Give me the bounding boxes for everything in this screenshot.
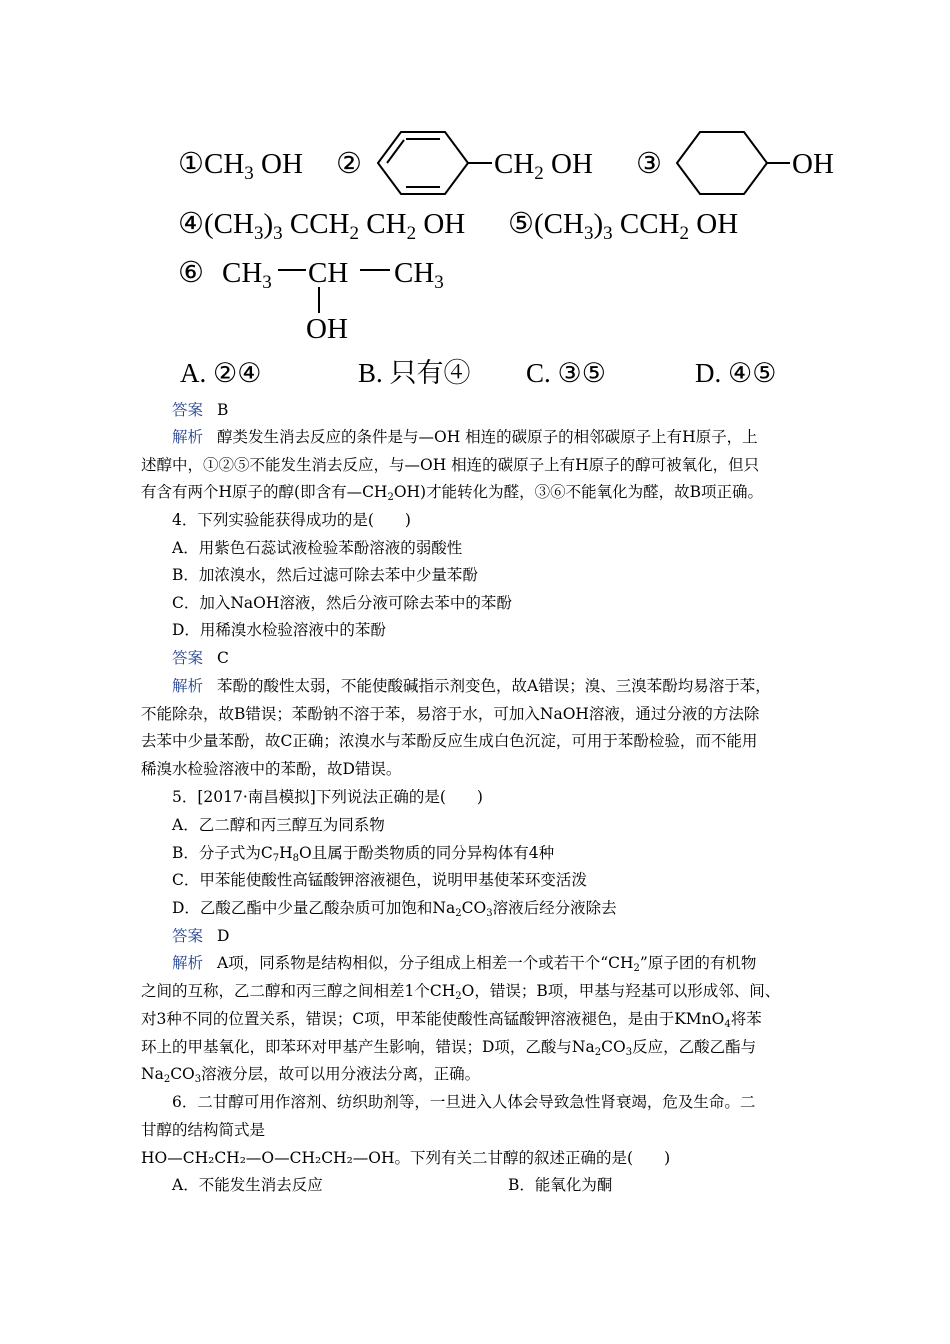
q4-option-d: D．用稀溴水检验溶液中的苯酚 — [172, 621, 386, 639]
q4-stem: 4．下列实验能获得成功的是( ) — [172, 511, 411, 529]
structure-6-left-ch3: $CH_3$ — [222, 257, 272, 293]
q5-option-a: A．乙二醇和丙三醇互为同系物 — [172, 816, 385, 834]
q4-analysis-line-3: 去苯中少量苯酚，故C正确；浓溴水与苯酚反应生成白色沉淀，可用于苯酚检验，而不能用 — [141, 732, 758, 750]
q5-stem: 5．[2017·南昌模拟]下列说法正确的是( ) — [172, 788, 483, 806]
structure-6: ⑥ — [178, 257, 204, 289]
q5-option-c: C．甲苯能使酸性高锰酸钾溶液褪色，说明甲基使苯环变活泼 — [172, 871, 587, 889]
q3-option-c: C. ③⑤ — [526, 358, 606, 388]
q3-option-d: D. ④⑤ — [695, 358, 777, 388]
q4-analysis-line-4: 稀溴水检验溶液中的苯酚，故D错误。 — [141, 760, 402, 778]
q5-analysis-line-3: 对3种不同的位置关系，错误；C项，甲苯能使酸性高锰酸钾溶液褪色，是由于KMnO$_4$将苯 — [141, 1010, 762, 1030]
q5-option-d: D．乙酸乙酯中少量乙酸杂质可加饱和$Na_2CO_3$溶液后经分液除去 — [172, 899, 617, 919]
q6-option-b: B．能氧化为酮 — [508, 1176, 613, 1194]
benzene-double-bond-3 — [387, 140, 404, 163]
answer-label: 答案 — [172, 401, 204, 419]
q4-option-b: B．加浓溴水，然后过滤可除去苯中少量苯酚 — [172, 566, 478, 584]
q5-option-b: B．分子式为$C_7H_8O$且属于酚类物质的同分异构体有4种 — [172, 844, 555, 864]
q6-option-a: A．不能发生消去反应 — [172, 1176, 323, 1194]
structure-3-group: OH — [792, 148, 834, 180]
cyclohexane-ring-icon — [672, 125, 802, 205]
cyclohexane-hexagon — [677, 132, 767, 194]
benzene-ring-icon — [370, 125, 500, 205]
q6-stem-line-1: 6．二甘醇可用作溶剂、纺织助剂等，一旦进入人体会导致急性肾衰竭，危及生命。二 — [172, 1093, 756, 1111]
q3-option-b: B. 只有④ — [358, 358, 471, 388]
q3-analysis-line-1: 解析 醇类发生消去反应的条件是与—OH 相连的碳原子的相邻碳原子上有H原子，上 — [172, 428, 758, 446]
answer-label: 答案 — [172, 927, 204, 945]
structure-1: $①CH_3$ OH — [178, 148, 303, 184]
structure-3-number: ③ — [636, 148, 662, 180]
q4-option-c: C．加入NaOH溶液，然后分液可除去苯中的苯酚 — [172, 594, 512, 612]
q4-option-a: A．用紫色石蕊试液检验苯酚溶液的弱酸性 — [172, 539, 463, 557]
q4-analysis-line-2: 不能除杂，故B错误；苯酚钠不溶于苯，易溶于水，可加入NaOH溶液，通过分液的方法除 — [141, 705, 760, 723]
q5-analysis-line-4: 环上的甲基氧化，即苯环对甲基产生影响，错误；D项，乙酸与$Na_2CO_3$反应，乙酸乙酯与 — [141, 1038, 757, 1058]
q5-answer: 答案 D — [172, 927, 230, 945]
q3-analysis-line-3: 有含有两个H原子的醇(即含有$—CH_2OH$)才能转化为醛，③⑥不能氧化为醛，故B项正确。 — [141, 483, 763, 503]
q4-answer: 答案 C — [172, 649, 229, 667]
q4-analysis-line-1: 解析 苯酚的酸性太弱，不能使酸碱指示剂变色，故A错误；溴、三溴苯酚均易溶于苯， — [172, 677, 771, 695]
q3-analysis-line-2: 述醇中，①②⑤不能发生消去反应，与—OH 相连的碳原子上有H原子的醇可被氧化，但只 — [141, 456, 760, 474]
q6-stem-line-3: HO—CH₂CH₂—O—CH₂CH₂—OH。下列有关二甘醇的叙述正确的是( ) — [141, 1149, 671, 1167]
q5-analysis-line-2: 之间的互称，乙二醇和丙三醇之间相差1个$CH_2O$，错误；B项，甲基与羟基可以形成邻、间、 — [141, 982, 781, 1002]
structure-2-number: ② — [336, 148, 362, 180]
structure-4: $④(CH_3)_3$ $CCH_2$ $CH_2$ OH — [178, 208, 466, 244]
q5-analysis-line-1: 解析 A项，同系物是结构相似，分子组成上相差一个或若干个“$CH_2$”原子团的有机物 — [172, 954, 757, 974]
q5-analysis-line-5: $Na_2CO_3$溶液分层，故可以用分液法分离，正确。 — [141, 1065, 481, 1085]
structure-6-right-ch3: $CH_3$ — [394, 257, 444, 293]
structure-6-ch: CH — [308, 257, 349, 289]
benzene-hexagon — [378, 132, 468, 194]
structure-5: $⑤(CH_3)_3$ $CCH_2$ OH — [508, 208, 739, 244]
analysis-label: 解析 — [172, 677, 204, 695]
structure-6-oh: OH — [306, 313, 348, 345]
analysis-label: 解析 — [172, 428, 204, 446]
answer-label: 答案 — [172, 649, 204, 667]
analysis-label: 解析 — [172, 954, 204, 972]
q6-stem-line-2: 甘醇的结构简式是 — [141, 1121, 266, 1139]
q3-option-a: A. ②④ — [180, 358, 262, 388]
q3-answer: 答案 B — [172, 401, 229, 419]
structure-2-group: $CH_2$ OH — [494, 148, 593, 184]
